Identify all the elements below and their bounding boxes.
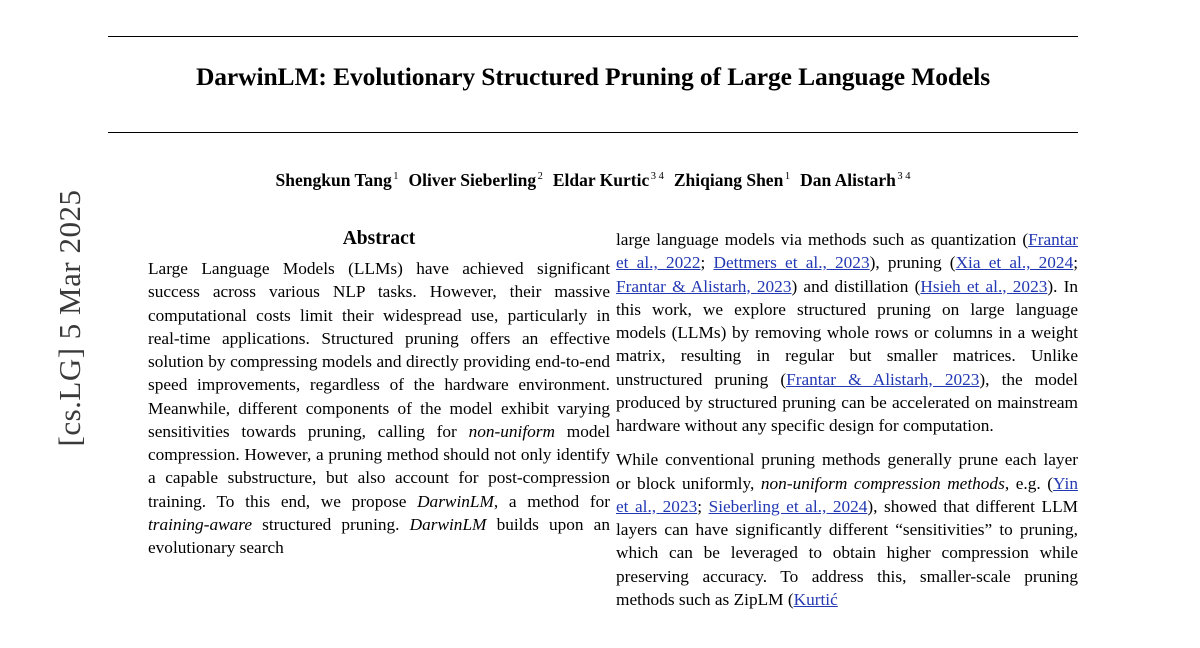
author-affiliation: 2 <box>537 171 543 183</box>
citation-link[interactable]: Frantar & Alistarh, 2023 <box>616 276 792 296</box>
abstract-text: structured pruning. <box>252 514 410 534</box>
author-name: Zhiqiang Shen <box>673 170 784 190</box>
citation-link[interactable]: Frantar & Alistarh, 2023 <box>786 369 980 389</box>
abstract-emphasis: non-uniform <box>468 421 555 441</box>
abstract-paragraph <box>148 257 610 559</box>
title-rule-top <box>108 36 1078 37</box>
title-rule-bottom <box>108 132 1078 133</box>
abstract-text: , a method for <box>493 491 610 511</box>
author-name: Dan Alistarh <box>800 170 896 190</box>
intro-paragraph-1 <box>616 228 1078 437</box>
two-column-body <box>108 228 1078 648</box>
author-entry <box>409 170 543 190</box>
abstract-emphasis: training-aware <box>148 514 253 534</box>
body-text: While conventional pruning methods generally prune each layer or block uniformly, <box>616 450 1078 493</box>
abstract-heading: Abstract <box>342 228 416 249</box>
abstract-text: builds upon an evolutionary search <box>148 514 610 557</box>
paper-page <box>90 0 1200 648</box>
body-text: ), showed that different LLM layers can have significantly different “sensitivities” to pruning, which can be leveraged to obtain higher compression while preserving accuracy. To address this, smaller-scale pruning methods such as ZipLM ( <box>616 496 1078 609</box>
arxiv-stamp <box>0 0 90 648</box>
author-name: Eldar Kurtic <box>552 170 650 190</box>
body-text: ) and distillation ( <box>791 276 921 296</box>
abstract-text: model compression. However, a pruning method should not only identify a capable substructure, but also account for post-compression training. To this end, we propose <box>148 421 610 511</box>
body-text: ). In this work, we explore structured pruning on large language models (LLMs) by removing whole rows or columns in a weight matrix, resulting in regular but smaller matrices. Unlike unstructured pruning ( <box>616 276 1078 389</box>
citation-link[interactable]: Frantar et al., 2022 <box>616 230 1078 273</box>
author-name: Shengkun Tang <box>275 170 392 190</box>
body-text: large language models via methods such as quantization ( <box>616 230 1029 249</box>
author-entry <box>674 170 790 190</box>
right-column <box>616 228 1078 648</box>
arxiv-stamp-text: [cs.LG] 5 Mar 2025 <box>52 189 87 447</box>
left-column <box>148 228 610 648</box>
intro-paragraph-2 <box>616 448 1078 611</box>
body-text: ; <box>700 253 714 273</box>
author-affiliation: 3 4 <box>897 171 911 183</box>
citation-link[interactable]: Xia et al., 2024 <box>955 253 1074 273</box>
citation-link[interactable]: Kurtić <box>793 589 838 609</box>
author-name: Oliver Sieberling <box>408 170 537 190</box>
citation-link[interactable]: Yin et al., 2023 <box>616 473 1078 516</box>
author-affiliation: 3 4 <box>650 171 664 183</box>
abstract-text: Large Language Models (LLMs) have achieved significant success across various NLP tasks. However, their massive computational costs limit their widespread use, particularly in real-time applications. Structured pruning offers an effective solution by compressing models and directly providing end-to-end speed improvements, regardless of the hardware environment. Meanwhile, different components of the model exhibit varying sensitivities towards pruning, calling for <box>148 259 610 441</box>
abstract-emphasis: DarwinLM <box>417 491 494 511</box>
body-text: ), pruning ( <box>869 253 956 273</box>
page-title: DarwinLM: Evolutionary Structured Pruning of Large Language Models <box>195 62 991 91</box>
author-list <box>108 170 1078 191</box>
author-entry <box>800 170 910 190</box>
citation-link[interactable]: Hsieh et al., 2023 <box>920 276 1048 296</box>
body-text: ; <box>697 496 709 516</box>
author-affiliation: 1 <box>393 171 399 183</box>
body-text: ), the model produced by structured pruning can be accelerated on mainstream hardware without any specific design for computation. <box>616 369 1078 435</box>
body-text: , e.g. ( <box>1004 473 1054 493</box>
body-emphasis: non-uniform compression methods <box>760 473 1005 493</box>
author-entry <box>553 170 664 190</box>
citation-link[interactable]: Dettmers et al., 2023 <box>713 253 870 273</box>
author-entry <box>276 170 399 190</box>
author-affiliation: 1 <box>784 171 791 183</box>
abstract-emphasis: DarwinLM <box>409 514 487 534</box>
body-text: ; <box>1073 253 1078 273</box>
citation-link[interactable]: Sieberling et al., 2024 <box>708 496 868 516</box>
